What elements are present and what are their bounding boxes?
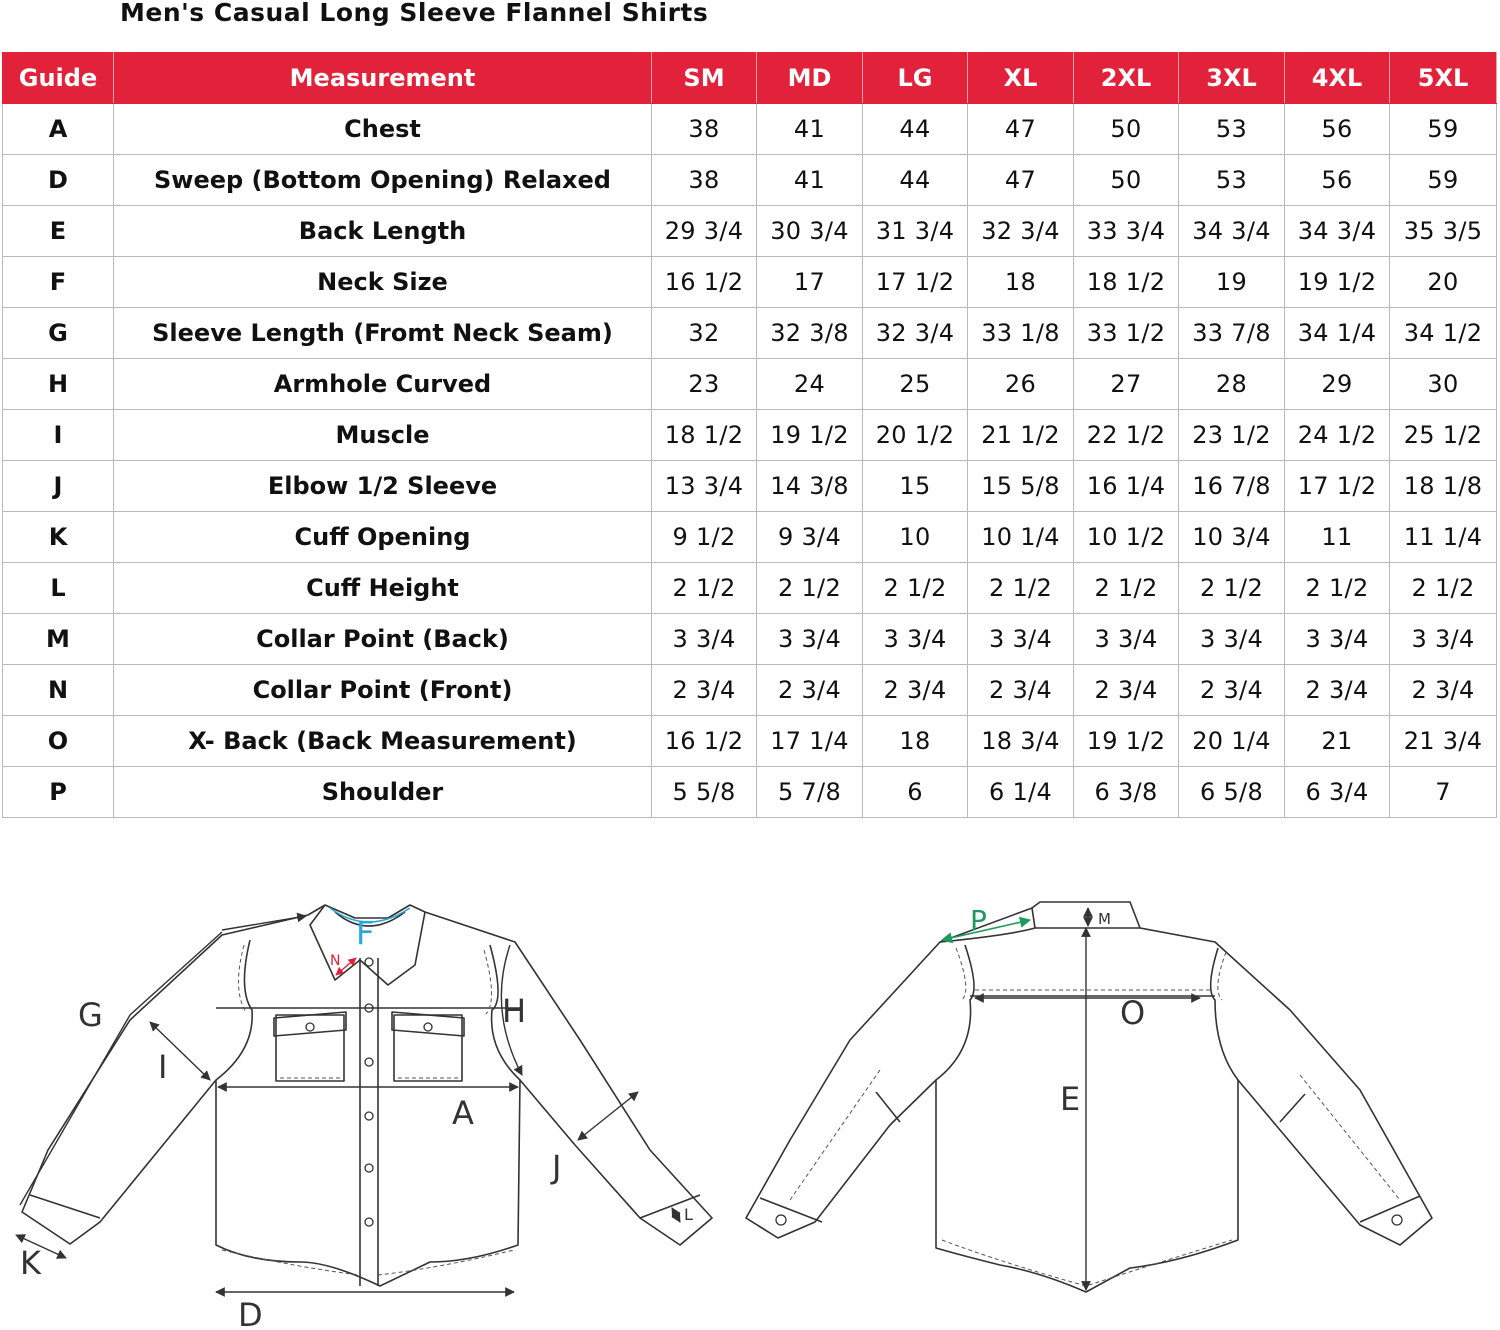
size-value-cell: 3 3/4 (968, 614, 1074, 665)
size-value-cell: 33 7/8 (1179, 308, 1285, 359)
size-value-cell: 34 1/4 (1285, 308, 1390, 359)
label-E: E (1060, 1080, 1081, 1118)
size-value-cell: 44 (863, 104, 968, 155)
size-value-cell: 9 1/2 (652, 512, 757, 563)
size-value-cell: 2 3/4 (652, 665, 757, 716)
size-value-cell: 3 3/4 (1390, 614, 1497, 665)
size-value-cell: 32 3/8 (757, 308, 863, 359)
size-value-cell: 44 (863, 155, 968, 206)
label-L: L (684, 1205, 693, 1224)
size-value-cell: 56 (1285, 104, 1390, 155)
table-row (3, 308, 1497, 359)
size-value-cell: 11 1/4 (1390, 512, 1497, 563)
size-value-cell: 30 (1390, 359, 1497, 410)
size-value-cell: 18 1/2 (1074, 257, 1179, 308)
size-value-cell: 3 3/4 (1285, 614, 1390, 665)
shirt-measurement-diagram (0, 880, 1500, 1330)
size-chart-table (2, 52, 1497, 818)
size-value-cell: 6 (863, 767, 968, 818)
label-O: O (1120, 994, 1146, 1032)
size-value-cell: 10 3/4 (1179, 512, 1285, 563)
header-size-2xl: 2XL (1074, 53, 1179, 104)
size-value-cell: 28 (1179, 359, 1285, 410)
measurement-cell: Back Length (114, 206, 652, 257)
size-value-cell: 23 1/2 (1179, 410, 1285, 461)
size-value-cell: 24 (757, 359, 863, 410)
size-value-cell: 2 3/4 (1285, 665, 1390, 716)
label-N: N (330, 953, 341, 969)
measurement-cell: X- Back (Back Measurement) (114, 716, 652, 767)
measurement-cell: Armhole Curved (114, 359, 652, 410)
guide-cell: L (3, 563, 114, 614)
size-value-cell: 2 1/2 (1390, 563, 1497, 614)
measurement-cell: Chest (114, 104, 652, 155)
size-value-cell: 38 (652, 104, 757, 155)
size-value-cell: 56 (1285, 155, 1390, 206)
table-row (3, 767, 1497, 818)
size-value-cell: 41 (757, 155, 863, 206)
size-value-cell: 2 1/2 (863, 563, 968, 614)
size-value-cell: 35 3/5 (1390, 206, 1497, 257)
size-value-cell: 2 1/2 (652, 563, 757, 614)
size-value-cell: 41 (757, 104, 863, 155)
size-value-cell: 21 (1285, 716, 1390, 767)
measurement-cell: Collar Point (Front) (114, 665, 652, 716)
header-guide: Guide (3, 53, 114, 104)
size-value-cell: 3 3/4 (863, 614, 968, 665)
measurement-cell: Cuff Height (114, 563, 652, 614)
size-value-cell: 2 3/4 (1179, 665, 1285, 716)
size-value-cell: 32 3/4 (863, 308, 968, 359)
size-value-cell: 3 3/4 (1179, 614, 1285, 665)
label-J: J (552, 1148, 562, 1186)
label-A: A (452, 1094, 474, 1132)
table-body (3, 104, 1497, 818)
table-row (3, 155, 1497, 206)
header-size-sm: SM (652, 53, 757, 104)
size-value-cell: 27 (1074, 359, 1179, 410)
size-value-cell: 22 1/2 (1074, 410, 1179, 461)
size-value-cell: 24 1/2 (1285, 410, 1390, 461)
size-value-cell: 2 3/4 (757, 665, 863, 716)
header-row (3, 53, 1497, 104)
measurement-cell: Cuff Opening (114, 512, 652, 563)
size-value-cell: 26 (968, 359, 1074, 410)
size-value-cell: 21 3/4 (1390, 716, 1497, 767)
size-value-cell: 5 7/8 (757, 767, 863, 818)
size-value-cell: 9 3/4 (757, 512, 863, 563)
size-value-cell: 50 (1074, 104, 1179, 155)
table-row (3, 410, 1497, 461)
label-K: K (20, 1244, 41, 1282)
size-value-cell: 34 1/2 (1390, 308, 1497, 359)
size-value-cell: 33 1/2 (1074, 308, 1179, 359)
size-value-cell: 6 3/4 (1285, 767, 1390, 818)
size-value-cell: 6 1/4 (968, 767, 1074, 818)
size-value-cell: 14 3/8 (757, 461, 863, 512)
size-value-cell: 21 1/2 (968, 410, 1074, 461)
measurement-cell: Sleeve Length (Fromt Neck Seam) (114, 308, 652, 359)
size-value-cell: 20 1/2 (863, 410, 968, 461)
measurement-cell: Collar Point (Back) (114, 614, 652, 665)
guide-cell: H (3, 359, 114, 410)
size-value-cell: 23 (652, 359, 757, 410)
guide-cell: N (3, 665, 114, 716)
size-value-cell: 16 7/8 (1179, 461, 1285, 512)
guide-cell: G (3, 308, 114, 359)
size-value-cell: 47 (968, 104, 1074, 155)
header-measurement: Measurement (114, 53, 652, 104)
table-row (3, 206, 1497, 257)
measurement-cell: Elbow 1/2 Sleeve (114, 461, 652, 512)
table-row (3, 512, 1497, 563)
measurement-cell: Shoulder (114, 767, 652, 818)
size-value-cell: 17 1/2 (863, 257, 968, 308)
size-value-cell: 3 3/4 (757, 614, 863, 665)
size-value-cell: 34 3/4 (1285, 206, 1390, 257)
table-row (3, 461, 1497, 512)
page-title: Men's Casual Long Sleeve Flannel Shirts (120, 0, 709, 27)
size-value-cell: 2 1/2 (1179, 563, 1285, 614)
table-row (3, 257, 1497, 308)
size-value-cell: 32 3/4 (968, 206, 1074, 257)
guide-cell: A (3, 104, 114, 155)
table-row (3, 716, 1497, 767)
back-shirt-outline (746, 902, 1432, 1292)
size-value-cell: 33 1/8 (968, 308, 1074, 359)
size-value-cell: 20 (1390, 257, 1497, 308)
label-H: H (502, 992, 527, 1030)
size-value-cell: 34 3/4 (1179, 206, 1285, 257)
size-value-cell: 19 1/2 (1285, 257, 1390, 308)
table-row (3, 359, 1497, 410)
size-value-cell: 7 (1390, 767, 1497, 818)
size-value-cell: 20 1/4 (1179, 716, 1285, 767)
guide-cell: P (3, 767, 114, 818)
label-D: D (238, 1296, 263, 1330)
size-value-cell: 2 3/4 (1074, 665, 1179, 716)
back-shirt-buttons (776, 1215, 1402, 1225)
guide-cell: I (3, 410, 114, 461)
size-value-cell: 53 (1179, 104, 1285, 155)
size-value-cell: 18 1/8 (1390, 461, 1497, 512)
size-value-cell: 13 3/4 (652, 461, 757, 512)
front-measure-arrows (16, 916, 680, 1292)
size-value-cell: 29 (1285, 359, 1390, 410)
size-value-cell: 3 3/4 (1074, 614, 1179, 665)
table-row (3, 614, 1497, 665)
size-value-cell: 17 1/2 (1285, 461, 1390, 512)
label-M: M (1098, 910, 1111, 928)
size-value-cell: 50 (1074, 155, 1179, 206)
size-value-cell: 6 3/8 (1074, 767, 1179, 818)
size-value-cell: 18 3/4 (968, 716, 1074, 767)
header-size-4xl: 4XL (1285, 53, 1390, 104)
size-value-cell: 18 1/2 (652, 410, 757, 461)
size-value-cell: 15 5/8 (968, 461, 1074, 512)
label-G: G (78, 996, 103, 1034)
guide-cell: M (3, 614, 114, 665)
size-value-cell: 6 5/8 (1179, 767, 1285, 818)
size-value-cell: 31 3/4 (863, 206, 968, 257)
size-value-cell: 59 (1390, 155, 1497, 206)
size-value-cell: 2 3/4 (1390, 665, 1497, 716)
size-value-cell: 32 (652, 308, 757, 359)
size-value-cell: 2 1/2 (757, 563, 863, 614)
header-size-xl: XL (968, 53, 1074, 104)
size-value-cell: 10 (863, 512, 968, 563)
size-value-cell: 47 (968, 155, 1074, 206)
size-value-cell: 19 (1179, 257, 1285, 308)
table-row (3, 104, 1497, 155)
guide-cell: O (3, 716, 114, 767)
guide-cell: F (3, 257, 114, 308)
size-value-cell: 3 3/4 (652, 614, 757, 665)
size-value-cell: 17 (757, 257, 863, 308)
label-I: I (158, 1048, 168, 1086)
size-value-cell: 18 (863, 716, 968, 767)
size-value-cell: 10 1/4 (968, 512, 1074, 563)
size-value-cell: 25 (863, 359, 968, 410)
guide-cell: D (3, 155, 114, 206)
size-value-cell: 17 1/4 (757, 716, 863, 767)
header-size-5xl: 5XL (1390, 53, 1497, 104)
table-row (3, 563, 1497, 614)
front-shirt-outline (22, 905, 712, 1286)
size-value-cell: 2 1/2 (1074, 563, 1179, 614)
label-F: F (356, 914, 375, 952)
size-value-cell: 18 (968, 257, 1074, 308)
size-value-cell: 5 5/8 (652, 767, 757, 818)
size-value-cell: 29 3/4 (652, 206, 757, 257)
size-value-cell: 19 1/2 (1074, 716, 1179, 767)
size-value-cell: 16 1/4 (1074, 461, 1179, 512)
size-value-cell: 30 3/4 (757, 206, 863, 257)
measurement-cell: Sweep (Bottom Opening) Relaxed (114, 155, 652, 206)
back-measure-arrows (975, 908, 1200, 1290)
size-value-cell: 33 3/4 (1074, 206, 1179, 257)
size-value-cell: 2 3/4 (968, 665, 1074, 716)
size-value-cell: 2 3/4 (863, 665, 968, 716)
size-value-cell: 16 1/2 (652, 716, 757, 767)
size-value-cell: 2 1/2 (1285, 563, 1390, 614)
size-value-cell: 25 1/2 (1390, 410, 1497, 461)
measurement-cell: Muscle (114, 410, 652, 461)
guide-cell: E (3, 206, 114, 257)
header-size-3xl: 3XL (1179, 53, 1285, 104)
label-P: P (970, 904, 987, 937)
size-value-cell: 59 (1390, 104, 1497, 155)
measurement-cell: Neck Size (114, 257, 652, 308)
header-size-lg: LG (863, 53, 968, 104)
guide-cell: K (3, 512, 114, 563)
size-value-cell: 38 (652, 155, 757, 206)
size-value-cell: 53 (1179, 155, 1285, 206)
size-value-cell: 19 1/2 (757, 410, 863, 461)
front-shirt-buttons (306, 958, 432, 1226)
guide-cell: J (3, 461, 114, 512)
table-row (3, 665, 1497, 716)
header-size-md: MD (757, 53, 863, 104)
size-value-cell: 10 1/2 (1074, 512, 1179, 563)
size-value-cell: 2 1/2 (968, 563, 1074, 614)
size-value-cell: 16 1/2 (652, 257, 757, 308)
size-value-cell: 15 (863, 461, 968, 512)
size-value-cell: 11 (1285, 512, 1390, 563)
